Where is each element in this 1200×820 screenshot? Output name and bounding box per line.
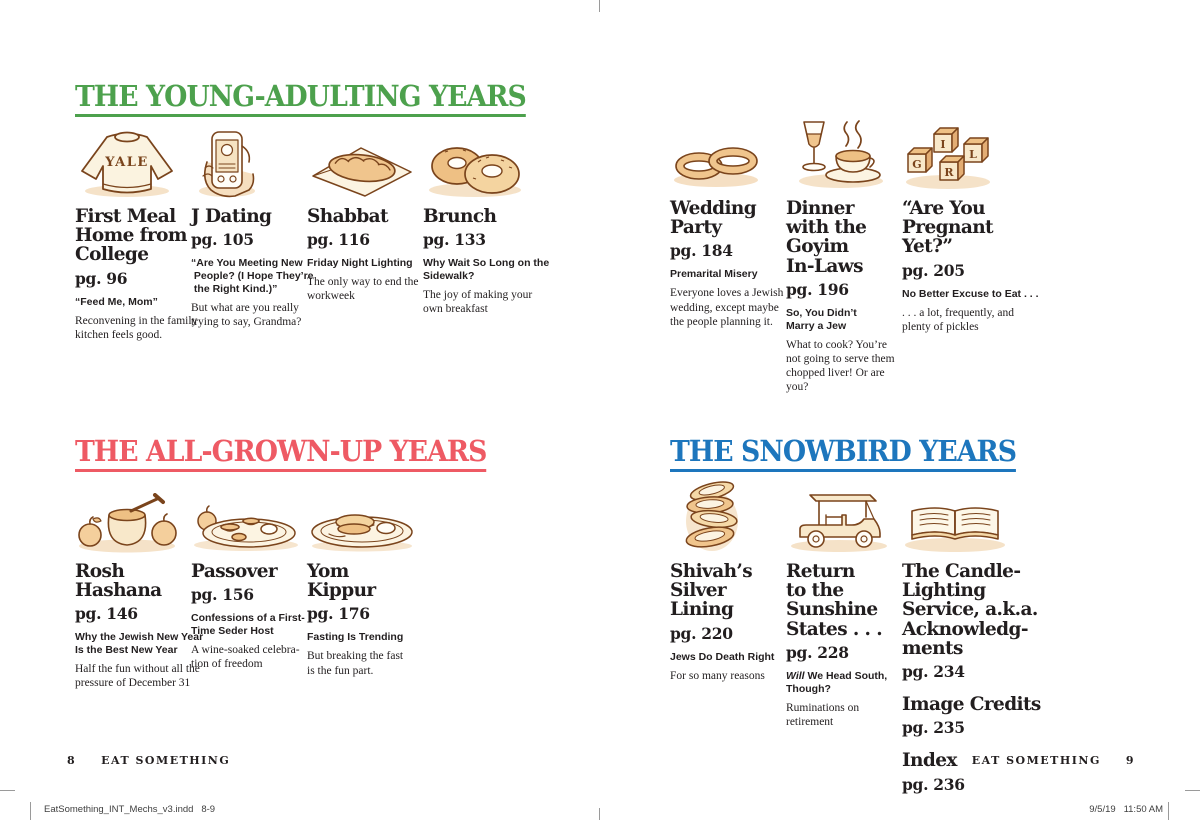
entry-title: First Meal Home from College: [75, 206, 187, 266]
entry-title-image-credits: Image Credits: [902, 694, 1041, 716]
entry-subtitle: [786, 670, 897, 696]
crop-mark-bottom-left-h: [0, 790, 15, 791]
section-title-young-adulting: THE YOUNG-ADULTING YEARS: [75, 82, 526, 117]
entry-page-number: pg. 146: [75, 604, 138, 624]
entry-row: [75, 126, 565, 342]
entry-description: A wine-soaked celebra- tion of freedom: [191, 643, 300, 671]
seder-plate-icon: [191, 481, 302, 553]
entry-subtitle: “Are You Meeting New People? (I Hope They’re the Right Kind.)”: [191, 257, 314, 295]
entry-subtitle: Friday Night Lighting: [307, 257, 413, 270]
left-page-number: 8: [67, 754, 77, 767]
entry-page-number: pg. 220: [670, 623, 733, 643]
indesign-file-slug: EatSomething_INT_Mechs_v3.indd 8-9: [44, 804, 216, 815]
shivah-food-trays-icon: [670, 481, 781, 553]
entry-title-index: Index: [902, 750, 957, 772]
entry-description: Reconvening in the family kitchen feels good.: [75, 314, 198, 341]
entry-page-number: pg. 228: [786, 642, 849, 662]
toc-entry-wedding-party: [670, 118, 784, 395]
toc-entry-j-dating: [191, 126, 314, 342]
entry-subtitle: So, You Didn’t Marry a Jew: [786, 306, 857, 332]
svg-text:YALE: YALE: [105, 155, 149, 170]
entry-description: Everyone loves a Jewish wedding, except maybe the people planning it.: [670, 287, 784, 328]
subtitle-text: We Head South, Though?: [786, 669, 888, 695]
print-timestamp-slug: 9/5/19 11:50 AM: [1089, 804, 1163, 815]
entry-row: [670, 118, 1039, 395]
left-page-footer: [67, 754, 230, 767]
running-title: EAT SOMETHING: [101, 754, 231, 767]
yale-sweatshirt-icon: [75, 126, 186, 198]
crop-mark-bottom-left-v: [30, 802, 31, 820]
entry-title: The Candle- Lighting Service, a.k.a. Acknowledg- ments: [902, 561, 1038, 659]
entry-title: Wedding Party: [670, 198, 757, 239]
entry-subtitle: Fasting Is Trending: [307, 631, 404, 644]
entry-title: Yom Kippur: [307, 561, 376, 602]
entry-description: . . . a lot, frequently, and plenty of pickles: [902, 306, 1014, 333]
crop-mark-bottom-right-h: [1185, 790, 1200, 791]
dating-app-phone-icon: [191, 126, 302, 198]
toc-entry-sunshine-states: [786, 481, 897, 794]
entry-title: “Are You Pregnant Yet?”: [902, 198, 993, 258]
toc-entry-goyim-in-laws: [786, 118, 897, 395]
challah-bread-icon: [307, 126, 418, 198]
entry-title: Return to the Sunshine States . . .: [786, 561, 883, 640]
toc-entry-shabbat: [307, 126, 418, 342]
toc-entry-first-meal: [75, 126, 198, 342]
entry-title: J Dating: [191, 206, 272, 227]
wedding-rings-icon: [670, 118, 781, 190]
entry-page-number: pg. 205: [902, 260, 965, 280]
entry-subtitle: Why the Jewish New Year Is the Best New Year: [75, 631, 204, 657]
entry-subtitle: Jews Do Death Right: [670, 650, 775, 663]
toc-entry-yom-kippur: [307, 481, 418, 691]
entry-page-number: pg. 133: [423, 230, 486, 250]
toc-entry-rosh-hashana: [75, 481, 204, 691]
break-fast-plate-icon: [307, 481, 418, 553]
entry-title: Dinner with the Goyim In-Laws: [786, 198, 867, 277]
entry-title: Rosh Hashana: [75, 561, 162, 602]
entry-page-number: pg. 176: [307, 604, 370, 624]
svg-text:R: R: [944, 166, 954, 179]
running-title: EAT SOMETHING: [971, 754, 1101, 767]
entry-description: Ruminations on retirement: [786, 701, 860, 728]
section-snowbird: [670, 434, 1046, 794]
entry-subtitle: Why Wait So Long on the Sidewalk?: [423, 257, 550, 283]
entry-subtitle: “Feed Me, Mom”: [75, 295, 158, 308]
crop-mark-bottom-center: [599, 808, 600, 820]
crop-mark-top-center: [599, 0, 600, 12]
entry-description: But what are you really trying to say, Grandma?: [191, 301, 302, 328]
section-title-snowbird: THE SNOWBIRD YEARS: [670, 437, 1016, 472]
entry-description: The joy of making your own breakfast: [423, 288, 533, 316]
entry-page-number: pg. 236: [902, 774, 965, 794]
entry-page-number: pg. 96: [75, 268, 128, 288]
baby-blocks-icon: [902, 118, 1013, 190]
entry-subtitle: Premarital Misery: [670, 268, 758, 281]
svg-text:G: G: [912, 158, 922, 171]
entry-page-number: pg. 105: [191, 230, 254, 250]
toc-entry-pregnant-yet: [902, 118, 1039, 395]
toc-entry-passover: [191, 481, 305, 691]
svg-text:I: I: [940, 138, 946, 151]
toc-entry-brunch: [423, 126, 550, 342]
svg-text:L: L: [969, 148, 977, 161]
crop-mark-bottom-right-v: [1168, 802, 1169, 820]
entry-row: [75, 481, 522, 691]
entry-page-number: pg. 116: [307, 230, 370, 250]
section-young-adulting-left: [75, 79, 565, 342]
subtitle-emphasis: Will: [786, 669, 805, 682]
section-title-all-grown-up: THE ALL-GROWN-UP YEARS: [75, 437, 487, 472]
section-young-adulting-right: [670, 118, 1039, 395]
entry-description: For so many reasons: [670, 669, 765, 682]
entry-description: The only way to end the workweek: [307, 276, 419, 303]
entry-title: Passover: [191, 561, 278, 582]
entry-description: Half the fun without all the pressure of December 31: [75, 663, 200, 690]
entry-subtitle: Confessions of a First- Time Seder Host: [191, 612, 305, 638]
entry-subtitle: No Better Excuse to Eat . . .: [902, 287, 1039, 300]
open-book-icon: [902, 481, 1013, 553]
entry-page-number: pg. 196: [786, 279, 849, 299]
entry-page-number: pg. 184: [670, 241, 733, 261]
entry-title: Shabbat: [307, 206, 389, 227]
toc-entry-shivah: [670, 481, 781, 794]
entry-title: Shivah’s Silver Lining: [670, 561, 753, 621]
entry-title: Brunch: [423, 206, 497, 227]
entry-description: But breaking the fast is the fun part.: [307, 650, 404, 677]
golf-cart-icon: [786, 481, 897, 553]
bagels-icon: [423, 126, 534, 198]
entry-page-number: pg. 156: [191, 585, 254, 605]
right-page-footer: [972, 754, 1135, 767]
entry-page-number: pg. 235: [902, 718, 965, 738]
section-all-grown-up: [75, 434, 522, 691]
wine-and-coffee-icon: [786, 118, 897, 190]
entry-description: What to cook? You’re not going to serve them chopped liver! Or are you?: [786, 338, 895, 394]
right-page-number: 9: [1125, 754, 1135, 767]
entry-row: [670, 481, 1046, 794]
entry-page-number: pg. 234: [902, 662, 965, 682]
apples-and-honey-icon: [75, 481, 186, 553]
